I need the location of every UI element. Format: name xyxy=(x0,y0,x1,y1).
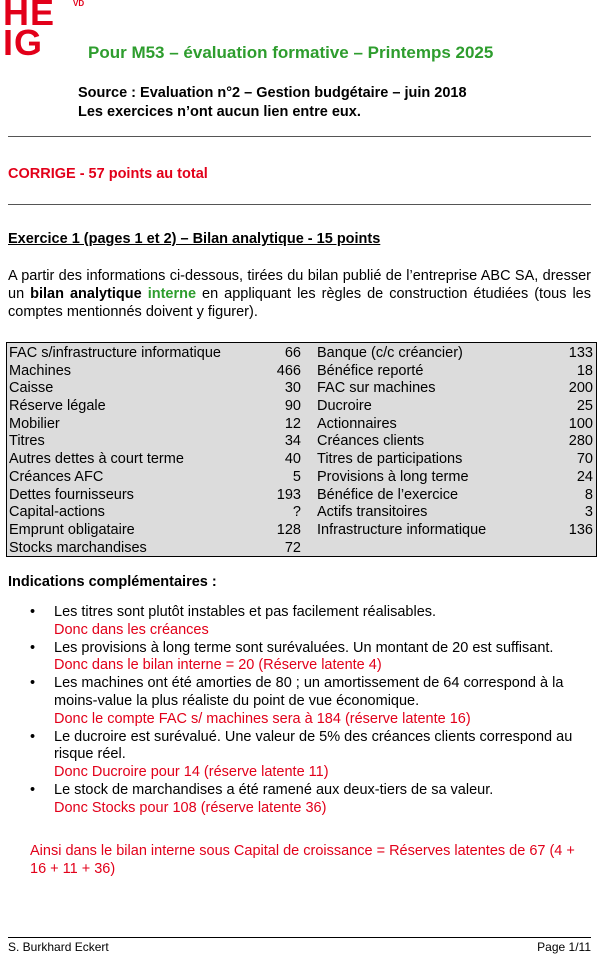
account-label: Emprunt obligataire xyxy=(9,521,135,538)
account-label: Machines xyxy=(9,362,72,379)
account-label: FAC sur machines xyxy=(317,380,436,397)
exercise-title: Exercice 1 (pages 1 et 2) – Bilan analytique - 15 points xyxy=(8,231,381,247)
account-value: 12 xyxy=(284,415,301,432)
account-value: 90 xyxy=(284,398,301,415)
list-item xyxy=(30,604,590,640)
list-item xyxy=(30,675,590,728)
account-value: 128 xyxy=(276,521,301,538)
accounts-column-left xyxy=(9,345,301,557)
table-row xyxy=(9,433,301,451)
account-value: 8 xyxy=(584,486,593,503)
account-value: 136 xyxy=(568,521,593,538)
indications-list xyxy=(30,604,590,818)
table-row xyxy=(317,451,593,469)
intro-bold: bilan analytique xyxy=(30,286,142,302)
account-value: 72 xyxy=(284,539,301,556)
account-label: Infrastructure informatique xyxy=(317,521,487,538)
table-row xyxy=(317,469,593,487)
intro-text-1: A partir des informations ci-dessous, tirées du bilan publié de l’entreprise ABC SA, dresser un xyxy=(8,268,591,302)
table-row xyxy=(9,451,301,469)
account-label: Titres xyxy=(9,433,45,450)
bullet-icon: • xyxy=(30,675,36,692)
account-value: 280 xyxy=(568,433,593,450)
account-value: 200 xyxy=(568,380,593,397)
header-title: Pour M53 – évaluation formative – Printemps 2025 xyxy=(88,43,494,62)
table-row xyxy=(317,522,593,540)
list-item xyxy=(30,782,590,818)
table-row xyxy=(317,487,593,505)
account-value: 466 xyxy=(276,362,301,379)
indication-answer: Donc dans le bilan interne = 20 (Réserve latente 4) xyxy=(54,657,382,674)
bullet-icon: • xyxy=(30,728,36,745)
account-label: Actionnaires xyxy=(317,415,397,432)
logo-line-2: IG xyxy=(3,22,44,63)
account-value: 100 xyxy=(568,415,593,432)
accounts-table xyxy=(6,342,597,557)
account-label: Mobilier xyxy=(9,415,60,432)
table-row xyxy=(317,433,593,451)
table-row xyxy=(317,398,593,416)
corrige-heading: CORRIGE - 57 points au total xyxy=(8,166,208,182)
bullet-icon: • xyxy=(30,781,36,798)
account-value: 30 xyxy=(284,380,301,397)
account-value: 5 xyxy=(292,468,301,485)
indication-text: Le stock de marchandises a été ramené aux deux-tiers de sa valeur. xyxy=(54,781,494,798)
indications-title: Indications complémentaires : xyxy=(8,574,217,590)
account-value: 25 xyxy=(576,398,593,415)
source-line-2: Les exercices n’ont aucun lien entre eux. xyxy=(78,104,361,120)
footer-page-number: Page 1/11 xyxy=(537,940,591,954)
account-value: 66 xyxy=(284,345,301,361)
account-value: 18 xyxy=(576,362,593,379)
account-value: 40 xyxy=(284,451,301,468)
divider-top xyxy=(8,136,591,137)
logo-superscript: VD xyxy=(73,0,85,8)
table-row xyxy=(317,416,593,434)
account-value: 24 xyxy=(576,468,593,485)
account-label: Bénéfice de l’exercice xyxy=(317,486,459,503)
intro-green: interne xyxy=(147,286,197,302)
account-label: Créances clients xyxy=(317,433,425,450)
divider-middle xyxy=(8,204,591,205)
account-label: FAC s/infrastructure informatique xyxy=(9,345,221,361)
account-label: Titres de participations xyxy=(317,451,463,468)
accounts-column-right xyxy=(317,345,593,540)
indication-text: Les provisions à long terme sont surévaluées. Un montant de 20 est suffisant. xyxy=(54,639,554,656)
table-row xyxy=(9,540,301,558)
account-label: Actifs transitoires xyxy=(317,504,428,521)
list-item xyxy=(30,729,590,782)
table-row xyxy=(317,380,593,398)
indication-text: Les titres sont plutôt instables et pas facilement réalisables. xyxy=(54,604,437,620)
indication-answer: Donc Stocks pour 108 (réserve latente 36) xyxy=(54,799,327,816)
table-row xyxy=(9,469,301,487)
account-label: Réserve légale xyxy=(9,398,106,415)
account-label: Provisions à long terme xyxy=(317,468,469,485)
table-row xyxy=(317,345,593,363)
conclusion: Ainsi dans le bilan interne sous Capital de croissance = Réserves latentes de 67 (4 + 16 + 11 + 36) xyxy=(30,843,575,877)
table-row xyxy=(9,363,301,381)
account-value: 70 xyxy=(576,451,593,468)
account-label: Autres dettes à court terme xyxy=(9,451,184,468)
account-label: Bénéfice reporté xyxy=(317,362,424,379)
account-value: 193 xyxy=(276,486,301,503)
bullet-icon: • xyxy=(30,604,36,620)
intro-paragraph xyxy=(8,267,591,321)
table-row xyxy=(9,522,301,540)
account-value: 3 xyxy=(584,504,593,521)
footer-divider xyxy=(8,937,591,938)
intro-text-2: en appliquant les règles de construction étudiées (tous les comptes mentionnés doivent y figurer). xyxy=(8,286,591,320)
table-row xyxy=(9,416,301,434)
logo-line-1: HE xyxy=(3,0,56,33)
heig-vd-logo xyxy=(3,0,85,63)
table-row xyxy=(9,504,301,522)
account-value: ? xyxy=(292,504,301,521)
account-label: Caisse xyxy=(9,380,54,397)
table-row xyxy=(317,504,593,522)
account-label: Ducroire xyxy=(317,398,372,415)
account-label: Stocks marchandises xyxy=(9,539,147,556)
list-item xyxy=(30,640,590,676)
indication-answer: Donc Ducroire pour 14 (réserve latente 11) xyxy=(54,764,329,781)
indication-answer: Donc le compte FAC s/ machines sera à 184 (réserve latente 16) xyxy=(54,710,471,727)
account-label: Créances AFC xyxy=(9,468,104,485)
table-row xyxy=(9,487,301,505)
table-row xyxy=(9,380,301,398)
account-label: Banque (c/c créancier) xyxy=(317,345,463,361)
table-row xyxy=(317,363,593,381)
bullet-icon: • xyxy=(30,639,36,656)
table-row xyxy=(9,345,301,363)
account-label: Dettes fournisseurs xyxy=(9,486,134,503)
table-row xyxy=(9,398,301,416)
indication-text: Le ducroire est surévalué. Une valeur de 5% des créances clients correspond au risque réel. xyxy=(54,728,573,763)
account-label: Capital-actions xyxy=(9,504,105,521)
account-value: 133 xyxy=(568,345,593,361)
indication-answer: Donc dans les créances xyxy=(54,621,209,638)
indication-text: Les machines ont été amorties de 80 ; un amortissement de 64 correspond à la moins-value la plus réaliste du point de vue économique. xyxy=(54,675,564,709)
account-value: 34 xyxy=(284,433,301,450)
footer-author: S. Burkhard Eckert xyxy=(8,940,109,954)
source-line-1: Source : Evaluation n°2 – Gestion budgétaire – juin 2018 xyxy=(78,85,467,101)
